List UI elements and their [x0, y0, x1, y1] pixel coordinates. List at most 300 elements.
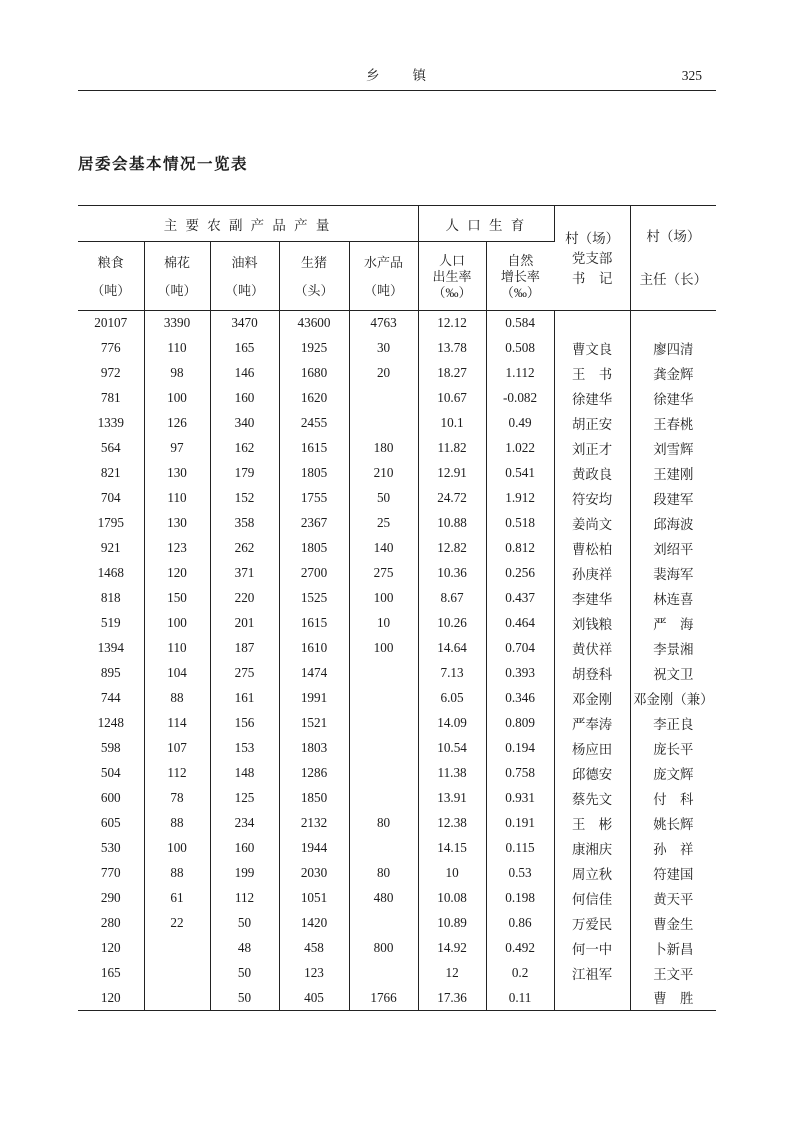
table-row — [78, 536, 716, 561]
page-number: 325 — [681, 68, 702, 83]
value-cell: 10 — [418, 861, 486, 886]
header-line: （吨） — [364, 282, 404, 298]
value-cell: 0.518 — [486, 511, 554, 536]
value-cell: 156 — [210, 711, 279, 736]
table-row — [78, 386, 716, 411]
table-row — [78, 436, 716, 461]
name-cell: 刘绍平 — [653, 541, 694, 557]
name-cell: 廖四清 — [653, 341, 694, 357]
header-line: 棉花 — [163, 254, 190, 270]
value-cell: 1394 — [78, 636, 144, 661]
col-header-growth-rate — [486, 242, 554, 311]
col-header-grain — [78, 242, 144, 311]
value-cell: 78 — [144, 786, 210, 811]
value-cell: 776 — [78, 336, 144, 361]
value-cell: 22 — [144, 911, 210, 936]
value-cell: 123 — [144, 536, 210, 561]
name-cell: 黄伏祥 — [554, 636, 630, 661]
value-cell — [349, 661, 418, 686]
name-cell: 符安均 — [554, 486, 630, 511]
value-cell: 605 — [78, 811, 144, 836]
value-cell: 6.05 — [418, 686, 486, 711]
value-cell: 18.27 — [418, 361, 486, 386]
name-cell: 姜尚文 — [554, 511, 630, 536]
value-cell: 2030 — [279, 861, 349, 886]
name-cell: 胡登科 — [554, 661, 630, 686]
value-cell: 12 — [418, 961, 486, 986]
value-cell: 13.78 — [418, 336, 486, 361]
value-cell: 530 — [78, 836, 144, 861]
name-cell: 刘雪辉 — [653, 441, 694, 457]
value-cell: 88 — [144, 811, 210, 836]
value-cell: 1755 — [279, 486, 349, 511]
value-cell — [144, 936, 210, 961]
value-cell: 126 — [144, 411, 210, 436]
value-cell: 100 — [144, 386, 210, 411]
value-cell: 1286 — [279, 761, 349, 786]
value-cell: 1339 — [78, 411, 144, 436]
table-row — [78, 836, 716, 861]
header-line: 书 记 — [571, 270, 613, 286]
name-cell: 段建军 — [653, 491, 694, 507]
table-body — [78, 311, 716, 1011]
value-cell: 1795 — [78, 511, 144, 536]
value-cell: 11.82 — [418, 436, 486, 461]
value-cell: 25 — [349, 511, 418, 536]
table-row — [78, 511, 716, 536]
value-cell: 1420 — [279, 911, 349, 936]
value-cell: 0.115 — [486, 836, 554, 861]
value-cell: 1803 — [279, 736, 349, 761]
value-cell: 1805 — [279, 536, 349, 561]
name-cell: 蔡先文 — [554, 786, 630, 811]
value-cell: 14.64 — [418, 636, 486, 661]
table-row — [78, 711, 716, 736]
name-cell: 刘正才 — [554, 436, 630, 461]
value-cell: 2455 — [279, 411, 349, 436]
table-row — [78, 986, 716, 1011]
name-cell: 刘钱粮 — [554, 611, 630, 636]
value-cell: 220 — [210, 586, 279, 611]
name-cell: 王 书 — [554, 361, 630, 386]
stats-table — [78, 205, 716, 1011]
col-header-aquatic — [349, 242, 418, 311]
value-cell: 0.758 — [486, 761, 554, 786]
value-cell: 50 — [349, 486, 418, 511]
value-cell: 1474 — [279, 661, 349, 686]
value-cell: 12.12 — [418, 311, 486, 336]
value-cell: 0.584 — [486, 311, 554, 336]
value-cell: 0.198 — [486, 886, 554, 911]
value-cell — [349, 711, 418, 736]
table-row — [78, 961, 716, 986]
name-cell: 黄政良 — [554, 461, 630, 486]
value-cell: 20107 — [78, 311, 144, 336]
value-cell: 1766 — [349, 986, 418, 1011]
value-cell: 14.92 — [418, 936, 486, 961]
value-cell — [349, 836, 418, 861]
name-cell — [554, 311, 630, 336]
table-row — [78, 761, 716, 786]
name-cell: 曹金生 — [653, 916, 694, 932]
value-cell: 98 — [144, 361, 210, 386]
value-cell: 160 — [210, 386, 279, 411]
value-cell — [349, 911, 418, 936]
name-cell: 李景湘 — [653, 641, 694, 657]
table-row — [78, 636, 716, 661]
page-title: 居委会基本情况一览表 — [78, 156, 249, 173]
value-cell: 153 — [210, 736, 279, 761]
value-cell: 3470 — [210, 311, 279, 336]
value-cell: 10.36 — [418, 561, 486, 586]
value-cell: 405 — [279, 986, 349, 1011]
corner-header-director — [630, 206, 716, 311]
name-cell: 徐建华 — [653, 391, 694, 407]
value-cell: 110 — [144, 636, 210, 661]
value-cell: 17.36 — [418, 986, 486, 1011]
name-cell — [554, 986, 630, 1011]
value-cell: 0.86 — [486, 911, 554, 936]
table-row — [78, 736, 716, 761]
value-cell: 80 — [349, 861, 418, 886]
header-line: 自然 — [507, 252, 534, 268]
value-cell: 10.67 — [418, 386, 486, 411]
value-cell — [144, 961, 210, 986]
table-row — [78, 411, 716, 436]
value-cell: 0.2 — [486, 961, 554, 986]
value-cell: 818 — [78, 586, 144, 611]
corner-header-secretary — [554, 206, 630, 311]
name-cell: 康湘庆 — [554, 836, 630, 861]
name-cell: 卜新昌 — [653, 941, 694, 957]
value-cell: 0.809 — [486, 711, 554, 736]
name-cell: 裴海军 — [653, 566, 694, 582]
table-row — [78, 361, 716, 386]
value-cell: 600 — [78, 786, 144, 811]
table-row — [78, 786, 716, 811]
name-cell: 胡正安 — [554, 411, 630, 436]
value-cell: 112 — [210, 886, 279, 911]
value-cell: 2700 — [279, 561, 349, 586]
value-cell: 165 — [210, 336, 279, 361]
header-line: （吨） — [224, 282, 264, 298]
header-line: 生猪 — [300, 254, 327, 270]
value-cell — [349, 761, 418, 786]
value-cell: 895 — [78, 661, 144, 686]
value-cell: 1615 — [279, 436, 349, 461]
header-line: 油料 — [231, 254, 258, 270]
value-cell: 1.022 — [486, 436, 554, 461]
value-cell: 821 — [78, 461, 144, 486]
value-cell: 165 — [78, 961, 144, 986]
value-cell: 150 — [144, 586, 210, 611]
header-line: 粮食 — [97, 254, 124, 270]
value-cell: 10.89 — [418, 911, 486, 936]
name-cell: 姚长辉 — [653, 816, 694, 832]
value-cell: 11.38 — [418, 761, 486, 786]
value-cell: 10.26 — [418, 611, 486, 636]
value-cell: 104 — [144, 661, 210, 686]
name-cell: 邓金刚 — [554, 686, 630, 711]
value-cell: 0.393 — [486, 661, 554, 686]
header-line: 村（场） — [565, 230, 620, 246]
table-row — [78, 936, 716, 961]
value-cell: 148 — [210, 761, 279, 786]
value-cell: 50 — [210, 911, 279, 936]
header-line: 村（场） — [646, 229, 701, 244]
value-cell: 1248 — [78, 711, 144, 736]
col-header-pigs — [279, 242, 349, 311]
table-row — [78, 611, 716, 636]
header-line: （‰） — [500, 284, 540, 300]
name-cell: 曹文良 — [554, 336, 630, 361]
name-cell: 祝文卫 — [653, 666, 694, 682]
value-cell: 152 — [210, 486, 279, 511]
header-line: 增长率 — [500, 268, 540, 284]
value-cell: 504 — [78, 761, 144, 786]
value-cell: 100 — [144, 611, 210, 636]
table-row — [78, 586, 716, 611]
value-cell: 0.541 — [486, 461, 554, 486]
name-cell: 何一中 — [554, 936, 630, 961]
value-cell: 50 — [210, 961, 279, 986]
value-cell: 100 — [349, 636, 418, 661]
value-cell: 1051 — [279, 886, 349, 911]
value-cell: 107 — [144, 736, 210, 761]
value-cell: 30 — [349, 336, 418, 361]
value-cell — [349, 961, 418, 986]
value-cell: 110 — [144, 486, 210, 511]
name-cell: 王 彬 — [554, 811, 630, 836]
value-cell: 290 — [78, 886, 144, 911]
header-line: （吨） — [91, 282, 131, 298]
value-cell: 50 — [210, 986, 279, 1011]
value-cell: 12.38 — [418, 811, 486, 836]
value-cell: 340 — [210, 411, 279, 436]
value-cell: 120 — [78, 936, 144, 961]
value-cell: 704 — [78, 486, 144, 511]
value-cell: 80 — [349, 811, 418, 836]
value-cell: 114 — [144, 711, 210, 736]
value-cell: 187 — [210, 636, 279, 661]
header-line: （吨） — [157, 282, 197, 298]
section-header-text: 乡 镇 — [366, 68, 428, 83]
value-cell: 180 — [349, 436, 418, 461]
value-cell: 4763 — [349, 311, 418, 336]
col-header-cotton — [144, 242, 210, 311]
value-cell: 10.88 — [418, 511, 486, 536]
name-cell: 曹松柏 — [554, 536, 630, 561]
table-row — [78, 686, 716, 711]
group-header-row — [78, 206, 716, 242]
value-cell: 0.191 — [486, 811, 554, 836]
table-row — [78, 661, 716, 686]
name-cell: 周立秋 — [554, 861, 630, 886]
value-cell — [349, 386, 418, 411]
header-line: （‰） — [432, 284, 472, 300]
name-cell: 林连喜 — [653, 591, 694, 607]
value-cell: 0.194 — [486, 736, 554, 761]
name-cell: 王建刚 — [653, 466, 694, 482]
value-cell: 13.91 — [418, 786, 486, 811]
name-cell: 黄天平 — [653, 891, 694, 907]
value-cell: 3390 — [144, 311, 210, 336]
value-cell: 100 — [349, 586, 418, 611]
value-cell: 140 — [349, 536, 418, 561]
name-cell: 孙 祥 — [653, 841, 694, 857]
table-row — [78, 486, 716, 511]
value-cell: 0.704 — [486, 636, 554, 661]
value-cell — [144, 986, 210, 1011]
value-cell: 130 — [144, 461, 210, 486]
value-cell: 20 — [349, 361, 418, 386]
name-cell: 李建华 — [554, 586, 630, 611]
header-line: 人口 — [439, 252, 466, 268]
value-cell: 97 — [144, 436, 210, 461]
value-cell: 43600 — [279, 311, 349, 336]
header-line: 水产品 — [364, 254, 404, 270]
value-cell: 160 — [210, 836, 279, 861]
name-cell: 江祖军 — [554, 961, 630, 986]
value-cell: 458 — [279, 936, 349, 961]
value-cell: 0.812 — [486, 536, 554, 561]
value-cell: 0.346 — [486, 686, 554, 711]
value-cell: 1468 — [78, 561, 144, 586]
value-cell: 12.91 — [418, 461, 486, 486]
value-cell: 1991 — [279, 686, 349, 711]
value-cell: 1850 — [279, 786, 349, 811]
value-cell: 10.08 — [418, 886, 486, 911]
value-cell: -0.082 — [486, 386, 554, 411]
table-row — [78, 336, 716, 361]
value-cell: 7.13 — [418, 661, 486, 686]
value-cell — [349, 411, 418, 436]
value-cell: 2132 — [279, 811, 349, 836]
value-cell: 210 — [349, 461, 418, 486]
page-header — [78, 62, 716, 91]
name-cell: 邓金刚（兼） — [633, 691, 714, 707]
value-cell: 1610 — [279, 636, 349, 661]
name-cell: 庞长平 — [653, 741, 694, 757]
name-cell: 万爱民 — [554, 911, 630, 936]
name-cell: 李正良 — [653, 716, 694, 732]
value-cell: 1.912 — [486, 486, 554, 511]
value-cell: 1521 — [279, 711, 349, 736]
value-cell: 921 — [78, 536, 144, 561]
value-cell: 1615 — [279, 611, 349, 636]
value-cell: 781 — [78, 386, 144, 411]
value-cell: 280 — [78, 911, 144, 936]
name-cell: 杨应田 — [554, 736, 630, 761]
value-cell — [349, 686, 418, 711]
table-row — [78, 311, 716, 336]
value-cell: 201 — [210, 611, 279, 636]
value-cell: 1925 — [279, 336, 349, 361]
value-cell: 48 — [210, 936, 279, 961]
value-cell: 161 — [210, 686, 279, 711]
name-cell: 庞文辉 — [653, 766, 694, 782]
value-cell: 24.72 — [418, 486, 486, 511]
value-cell: 0.508 — [486, 336, 554, 361]
value-cell: 125 — [210, 786, 279, 811]
value-cell: 598 — [78, 736, 144, 761]
group-header-products: 主 要 农 副 产 品 产 量 — [78, 206, 418, 242]
value-cell: 1805 — [279, 461, 349, 486]
name-cell: 孙庚祥 — [554, 561, 630, 586]
header-line: 主任（长） — [639, 272, 708, 287]
value-cell: 162 — [210, 436, 279, 461]
name-cell: 王春桃 — [653, 416, 694, 432]
value-cell: 8.67 — [418, 586, 486, 611]
name-cell: 符建国 — [653, 866, 694, 882]
value-cell — [349, 736, 418, 761]
value-cell: 14.15 — [418, 836, 486, 861]
value-cell: 10.54 — [418, 736, 486, 761]
value-cell — [349, 786, 418, 811]
value-cell: 130 — [144, 511, 210, 536]
name-cell: 何信佳 — [554, 886, 630, 911]
value-cell: 120 — [144, 561, 210, 586]
header-line: 党支部 — [571, 250, 613, 266]
value-cell: 744 — [78, 686, 144, 711]
value-cell: 12.82 — [418, 536, 486, 561]
value-cell: 14.09 — [418, 711, 486, 736]
name-cell: 曹 胜 — [653, 991, 694, 1007]
value-cell: 275 — [210, 661, 279, 686]
name-cell: 严奉涛 — [554, 711, 630, 736]
value-cell: 275 — [349, 561, 418, 586]
value-cell: 0.492 — [486, 936, 554, 961]
value-cell: 10 — [349, 611, 418, 636]
header-line: 出生率 — [432, 268, 472, 284]
name-cell: 邱德安 — [554, 761, 630, 786]
value-cell: 972 — [78, 361, 144, 386]
value-cell: 1944 — [279, 836, 349, 861]
value-cell: 0.464 — [486, 611, 554, 636]
value-cell: 10.1 — [418, 411, 486, 436]
value-cell: 199 — [210, 861, 279, 886]
value-cell: 800 — [349, 936, 418, 961]
col-header-birth-rate — [418, 242, 486, 311]
header-line: （头） — [294, 282, 334, 298]
name-cell: 严 海 — [653, 616, 694, 632]
table-row — [78, 911, 716, 936]
value-cell: 100 — [144, 836, 210, 861]
value-cell: 0.931 — [486, 786, 554, 811]
value-cell: 110 — [144, 336, 210, 361]
group-header-population: 人 口 生 育 — [418, 206, 554, 242]
value-cell: 1680 — [279, 361, 349, 386]
value-cell: 179 — [210, 461, 279, 486]
name-cell: 龚金辉 — [653, 366, 694, 382]
table-row — [78, 811, 716, 836]
table-row — [78, 461, 716, 486]
name-cell: 付 科 — [653, 791, 694, 807]
value-cell: 371 — [210, 561, 279, 586]
value-cell: 0.256 — [486, 561, 554, 586]
value-cell: 519 — [78, 611, 144, 636]
value-cell: 146 — [210, 361, 279, 386]
value-cell: 262 — [210, 536, 279, 561]
value-cell: 0.53 — [486, 861, 554, 886]
value-cell: 770 — [78, 861, 144, 886]
value-cell: 88 — [144, 861, 210, 886]
value-cell: 88 — [144, 686, 210, 711]
value-cell: 123 — [279, 961, 349, 986]
value-cell: 112 — [144, 761, 210, 786]
value-cell: 1620 — [279, 386, 349, 411]
value-cell: 2367 — [279, 511, 349, 536]
